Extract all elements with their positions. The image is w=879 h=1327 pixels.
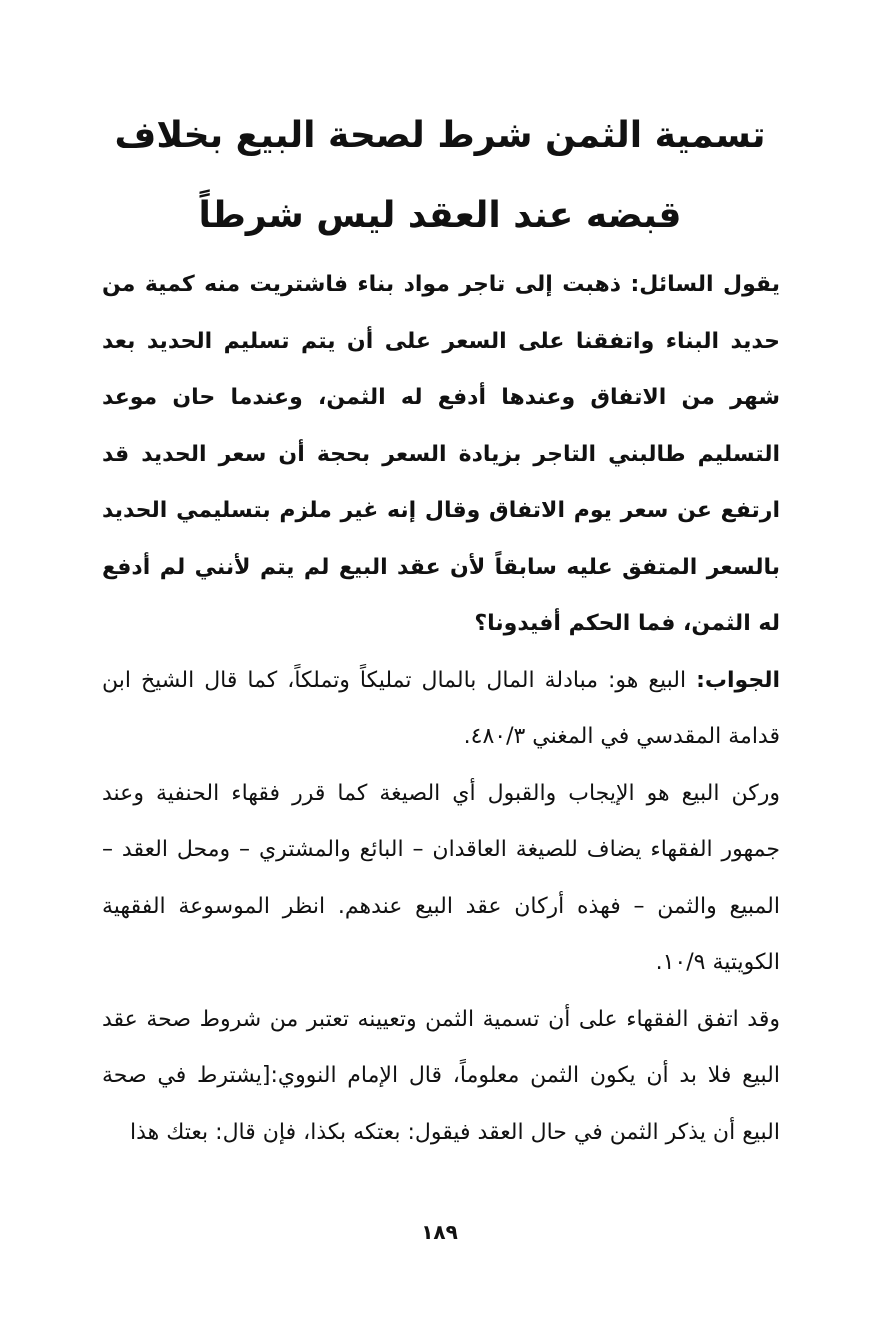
answer-paragraph-3: وقد اتفق الفقهاء على أن تسمية الثمن وتعيينه تعتبر من شروط صحة عقد البيع فلا بد أن يكون الثمن معلوماً، قال الإمام النووي:[يشترط في صحة البيع أن يذكر الثمن في حال العقد فيقول: بعتكه بكذا، فإن قال: بعتك هذا [102,1006,780,1145]
answer-paragraph-2: وركن البيع هو الإيجاب والقبول أي الصيغة كما قرر فقهاء الحنفية وعند جمهور الفقهاء يضاف للصيغة العاقدان – البائع والمشتري – ومحل العقد – المبيع والثمن – فهذه أركان عقد البيع عندهم. انظر الموسوعة الفقهية الكويتية ١٠/٩. [102,780,780,975]
document-body [102,257,780,1161]
answer-text-1: البيع هو: مبادلة المال بالمال تمليكاً وتملكاً، كما قال الشيخ ابن قدامة المقدسي في المغني ٤٨٠/٣. [102,667,780,749]
answer-label: الجواب: [696,667,780,693]
answer-paragraph-1 [102,653,780,766]
question-paragraph: يقول السائل: ذهبت إلى تاجر مواد بناء فاشتريت منه كمية من حديد البناء واتفقنا على السعر على أن يتم تسليم الحديد بعد شهر من الاتفاق وعندها أدفع له الثمن، وعندما حان موعد التسليم طالبني التاجر بزيادة السعر بحجة أن سعر الحديد قد ارتفع عن سعر يوم الاتفاق وقال إنه غير ملزم بتسليمي الحديد بالسعر المتفق عليه سابقاً لأن عقد البيع لم يتم لأنني لم أدفع له الثمن، فما الحكم أفيدونا؟ [102,272,780,636]
page-number: ١٨٩ [421,1220,458,1244]
page-title: تسمية الثمن شرط لصحة البيع بخلاف قبضه عند العقد ليس شرطاً [114,115,766,236]
